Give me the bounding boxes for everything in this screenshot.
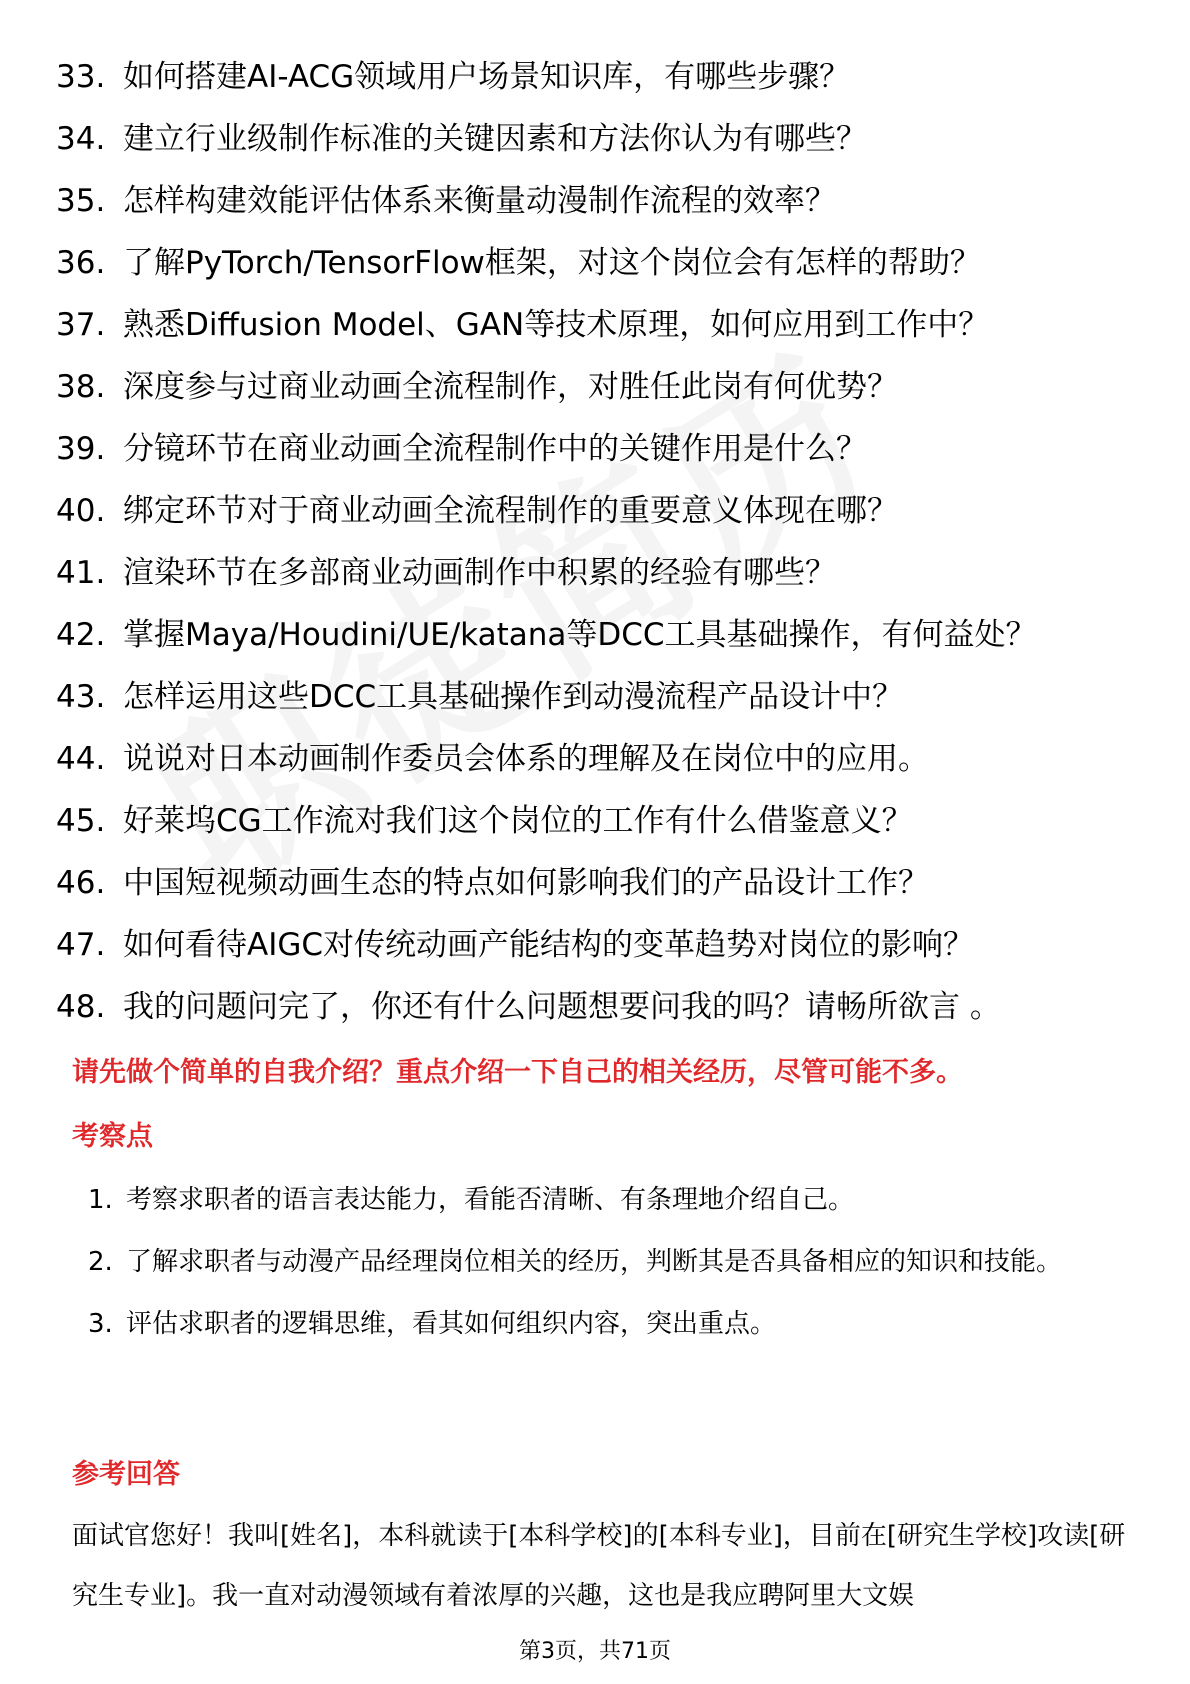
question-item — [56, 356, 1166, 418]
list-item-number: 3. — [88, 1309, 113, 1339]
question-item — [56, 790, 1166, 852]
question-item — [56, 976, 1166, 1038]
section-title: 请先做个简单的自我介绍？重点介绍一下自己的相关经历，尽管可能不多。 — [72, 1057, 963, 1088]
question-number: 41. — [56, 555, 106, 591]
question-number: 42. — [56, 617, 106, 653]
list-item-text: 评估求职者的逻辑思维，看其如何组织内容，突出重点。 — [126, 1309, 777, 1339]
question-text: 分镜环节在商业动画全流程制作中的关键作用是什么？ — [123, 431, 867, 467]
question-item — [56, 170, 1166, 232]
question-item — [56, 914, 1166, 976]
question-number: 43. — [56, 679, 106, 715]
question-item — [56, 852, 1166, 914]
question-text: 怎样运用这些DCC工具基础操作到动漫流程产品设计中？ — [123, 679, 904, 715]
question-item — [56, 46, 1166, 108]
question-item — [56, 108, 1166, 170]
question-number: 46. — [56, 865, 106, 901]
question-number: 39. — [56, 431, 106, 467]
question-text: 建立行业级制作标准的关键因素和方法你认为有哪些？ — [123, 121, 867, 157]
list-item — [88, 1234, 1128, 1290]
question-text: 如何搭建AI-ACG领域用户场景知识库，有哪些步骤？ — [123, 59, 851, 95]
question-item — [56, 542, 1166, 604]
question-text: 如何看待AIGC对传统动画产能结构的变革趋势对岗位的影响？ — [123, 927, 975, 963]
list-item-text: 了解求职者与动漫产品经理岗位相关的经历，判断其是否具备相应的知识和技能。 — [126, 1247, 1063, 1277]
question-number: 37. — [56, 307, 106, 343]
list-item — [88, 1296, 1128, 1352]
question-item — [56, 728, 1166, 790]
question-text: 了解PyTorch/TensorFlow框架，对这个岗位会有怎样的帮助？ — [123, 245, 981, 281]
question-item — [56, 294, 1166, 356]
evaluation-points-heading: 考察点 — [72, 1121, 153, 1152]
question-text: 熟悉Diffusion Model、GAN等技术原理，如何应用到工作中？ — [123, 307, 990, 343]
question-number: 47. — [56, 927, 106, 963]
question-item — [56, 604, 1166, 666]
question-number: 38. — [56, 369, 106, 405]
evaluation-points-list — [88, 1172, 1128, 1358]
reference-answer-text: 面试官您好！我叫[姓名]，本科就读于[本科学校]的[本科专业]，目前在[研究生学校]攻读[研究生专业]。我一直对动漫领域有着浓厚的兴趣，这也是我应聘阿里大文娱 — [72, 1521, 1126, 1611]
question-item — [56, 232, 1166, 294]
question-text: 我的问题问完了，你还有什么问题想要问我的吗？请畅所欲言 。 — [123, 989, 1001, 1025]
question-text: 中国短视频动画生态的特点如何影响我们的产品设计工作？ — [123, 865, 929, 901]
question-item — [56, 666, 1166, 728]
list-item-number: 2. — [88, 1247, 113, 1277]
question-number: 44. — [56, 741, 106, 777]
list-item-number: 1. — [88, 1185, 113, 1215]
question-number: 35. — [56, 183, 106, 219]
question-item — [56, 418, 1166, 480]
question-text: 渲染环节在多部商业动画制作中积累的经验有哪些？ — [123, 555, 836, 591]
list-item — [88, 1172, 1128, 1228]
question-item — [56, 480, 1166, 542]
reference-answer-heading: 参考回答 — [72, 1459, 180, 1490]
question-number: 45. — [56, 803, 106, 839]
question-text: 好莱坞CG工作流对我们这个岗位的工作有什么借鉴意义？ — [123, 803, 913, 839]
question-number: 33. — [56, 59, 106, 95]
page-number: 第3页，共71页 — [519, 1639, 671, 1664]
list-item-text: 考察求职者的语言表达能力，看能否清晰、有条理地介绍自己。 — [126, 1185, 855, 1215]
question-text: 绑定环节对于商业动画全流程制作的重要意义体现在哪？ — [123, 493, 898, 529]
question-text: 掌握Maya/Houdini/UE/katana等DCC工具基础操作，有何益处？ — [123, 617, 1037, 653]
question-number: 36. — [56, 245, 106, 281]
question-number: 40. — [56, 493, 106, 529]
question-text: 说说对日本动画制作委员会体系的理解及在岗位中的应用。 — [123, 741, 929, 777]
question-number: 48. — [56, 989, 106, 1025]
question-text: 怎样构建效能评估体系来衡量动漫制作流程的效率？ — [123, 183, 836, 219]
question-list — [56, 46, 1166, 1038]
question-number: 34. — [56, 121, 106, 157]
question-text: 深度参与过商业动画全流程制作，对胜任此岗有何优势？ — [123, 369, 898, 405]
